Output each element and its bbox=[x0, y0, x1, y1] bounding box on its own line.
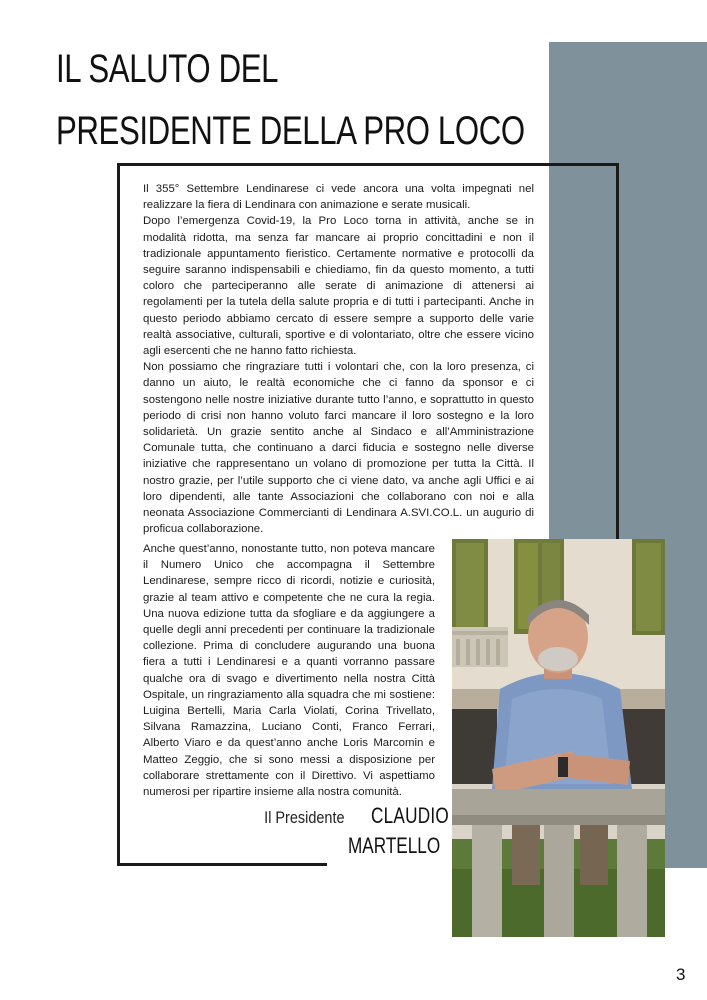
page-number: 3 bbox=[676, 965, 686, 984]
signature-first-name: CLAUDIO bbox=[370, 803, 449, 828]
paragraph-2: Dopo l’emergenza Covid-19, la Pro Loco torna in attività, anche se in modalità ridotta, ma senza far mancare ai proprio concittadini e non il tradizionale appuntamento fieristico. Certamente normative e protocolli da seguire saranno indispensabili e chiediamo, fin da questo momento, a tutti coloro che parteciperanno alle serate di animazione di attenersi ai regolamenti per la tutela della salute propria e di tutti i partecipanti. Anche in questo periodo abbiamo cercato di essere sempre a supporto delle varie realtà associative, culturali, sportive e di volontariato, oltre che essere vicino agli esercenti che ne hanno fatto richiesta. bbox=[143, 215, 534, 358]
page-title bbox=[56, 38, 525, 162]
signature-last-name: MARTELLO bbox=[347, 833, 440, 858]
signature-title: Il Presidente bbox=[264, 808, 345, 827]
frame-top-border bbox=[117, 163, 619, 166]
title-line-1: IL SALUTO DEL bbox=[56, 47, 279, 91]
letter-body-bottom bbox=[143, 541, 435, 800]
paragraph-4: Anche quest’anno, nonostante tutto, non poteva mancare il Numero Unico che accompagna il Settembre Lendinarese, sempre ricco di ricordi, notizie e curiosità, grazie al team attivo e competente che ne cura la regia. Una nuova edizione tutta da sfogliare e da aggiungere a quelle degli anni precedenti per continuare la tradizionale collezione. Prima di concludere augurando una buona fiera a tutti i Lendinaresi e a quanti vorranno passare qualche ora di svago e divertimento nella nostra Città Ospitale, un ringraziamento alla squadra che mi sostiene: Luigina Bertelli, Maria Carla Violati, Corina Trivellato, Silvana Ramazzina, Luciano Conti, Franco Ferrari, Alberto Viaro e da quest’anno anche Loris Marcomin e Matteo Zeggio, che si sono messi a disposizione per collaborare strettamente con il Direttivo. Vi aspettiamo numerosi per ripartire insieme alla nostra comunità. bbox=[143, 543, 435, 799]
frame-bottom-border bbox=[117, 863, 327, 866]
signature bbox=[250, 803, 449, 859]
letter-body-top bbox=[143, 181, 534, 537]
paragraph-3: Non possiamo che ringraziare tutti i volontari che, con la loro presenza, ci danno un aiuto, le realtà economiche che ci fanno da sponsor e ci sostengono nelle nostre iniziative durante tutto l’anno, e soprattutto in questo periodo di crisi non hanno voluto farci mancare il loro sostegno e la loro solidarietà. Un grazie sentito anche al Sindaco e all’Amministrazione Comunale tutta, che continuano a darci fiducia e sostegno nelle diverse iniziative che rappresentano un volano di promozione per tutta la Città. Il nostro grazie, per l’utile supporto che ci viene dato, va anche agli Uffici e ai loro dipendenti, alle tante Associazioni che collaborano con noi e alla neonata Associazione Commercianti di Lendinara A.SVI.CO.L. un augurio di proficua collaborazione. bbox=[143, 361, 534, 536]
frame-left-border bbox=[117, 163, 120, 866]
frame-right-border bbox=[616, 163, 619, 541]
paragraph-1: Il 355° Settembre Lendinarese ci vede ancora una volta impegnati nel realizzare la fiera di Lendinara con animazione e serate musicali. bbox=[143, 183, 534, 212]
title-line-2: PRESIDENTE DELLA PRO LOCO bbox=[56, 109, 525, 153]
president-photo bbox=[452, 539, 665, 937]
